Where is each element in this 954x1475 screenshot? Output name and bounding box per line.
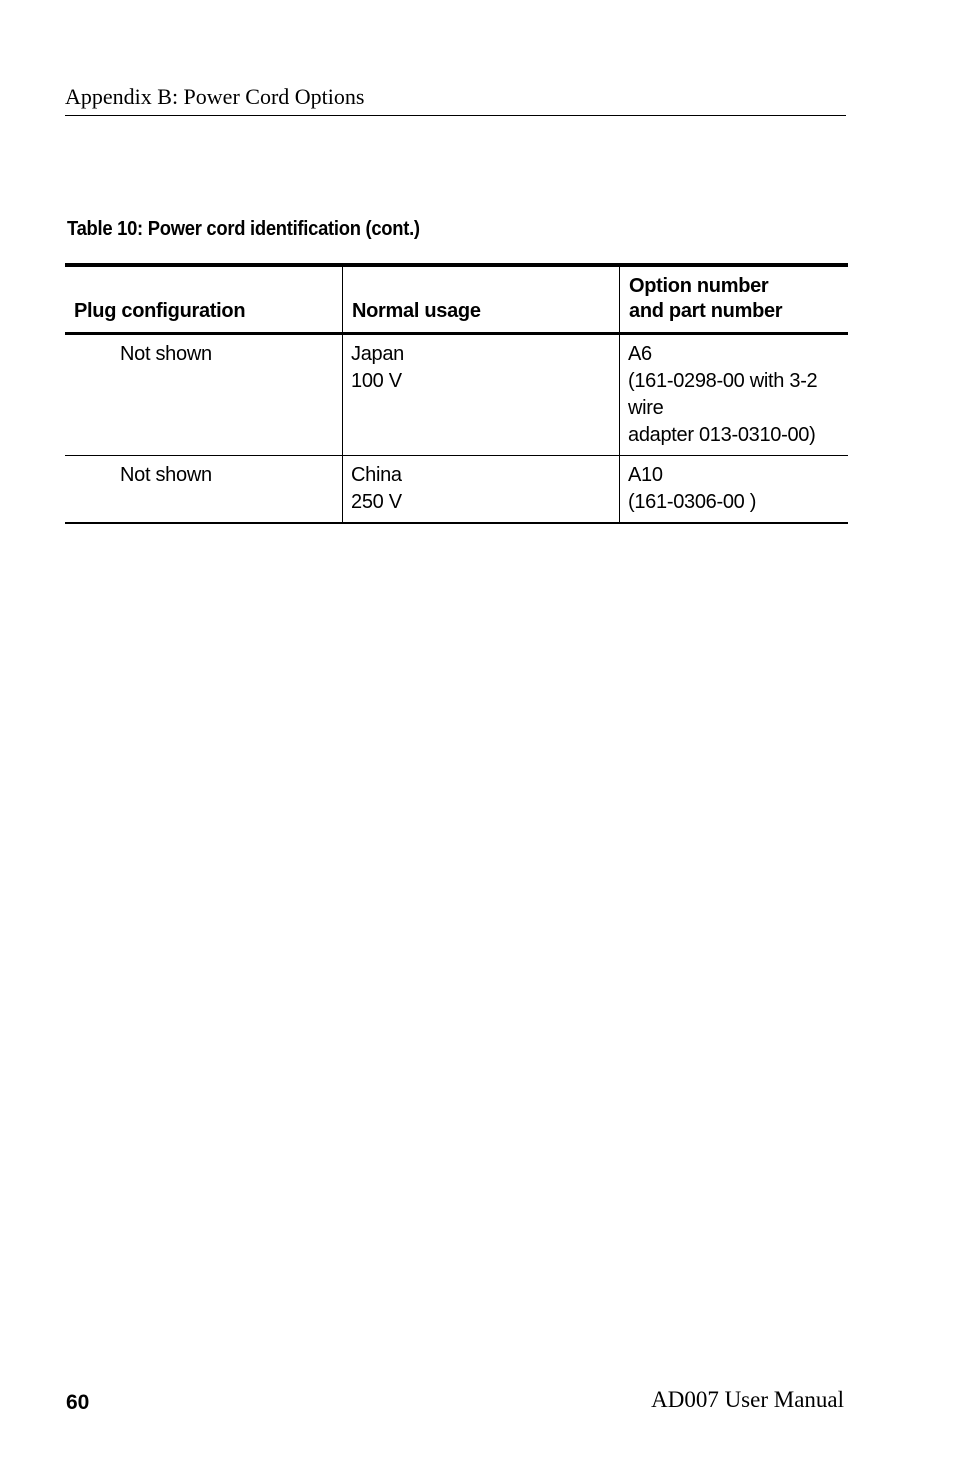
running-header: Appendix B: Power Cord Options [65, 84, 365, 109]
header-rule [65, 115, 846, 116]
option-cell [620, 333, 849, 455]
usage-voltage: 100 V [351, 369, 402, 392]
column-header-plug: Plug configuration [74, 299, 246, 322]
usage-cell [343, 455, 620, 523]
column-header-usage: Normal usage [343, 265, 620, 333]
usage-region: China [351, 463, 402, 486]
part-number-continued: adapter 013-0310-00) [628, 423, 816, 446]
manual-name: AD007 User Manual [651, 1387, 844, 1412]
usage-cell [343, 333, 620, 455]
column-header-option-line2: and part number [629, 299, 783, 322]
plug-cell: Not shown [120, 342, 212, 365]
table-header-row [65, 265, 848, 333]
page-number: 60 [66, 1391, 90, 1414]
option-cell [620, 455, 849, 523]
plug-cell: Not shown [120, 463, 212, 486]
table-row [65, 333, 848, 455]
option-number: A6 [628, 342, 652, 365]
table-row [65, 455, 848, 523]
part-number: (161-0298-00 with 3-2 wire [628, 369, 818, 419]
usage-region: Japan [351, 342, 404, 365]
column-header-option [620, 265, 849, 333]
table-title: Table 10: Power cord identification (cont.) [67, 218, 420, 240]
usage-voltage: 250 V [351, 490, 402, 513]
column-header-option-line1: Option number [629, 274, 769, 297]
part-number: (161-0306-00 ) [628, 490, 757, 513]
option-number: A10 [628, 463, 663, 486]
power-cord-table [65, 263, 848, 524]
